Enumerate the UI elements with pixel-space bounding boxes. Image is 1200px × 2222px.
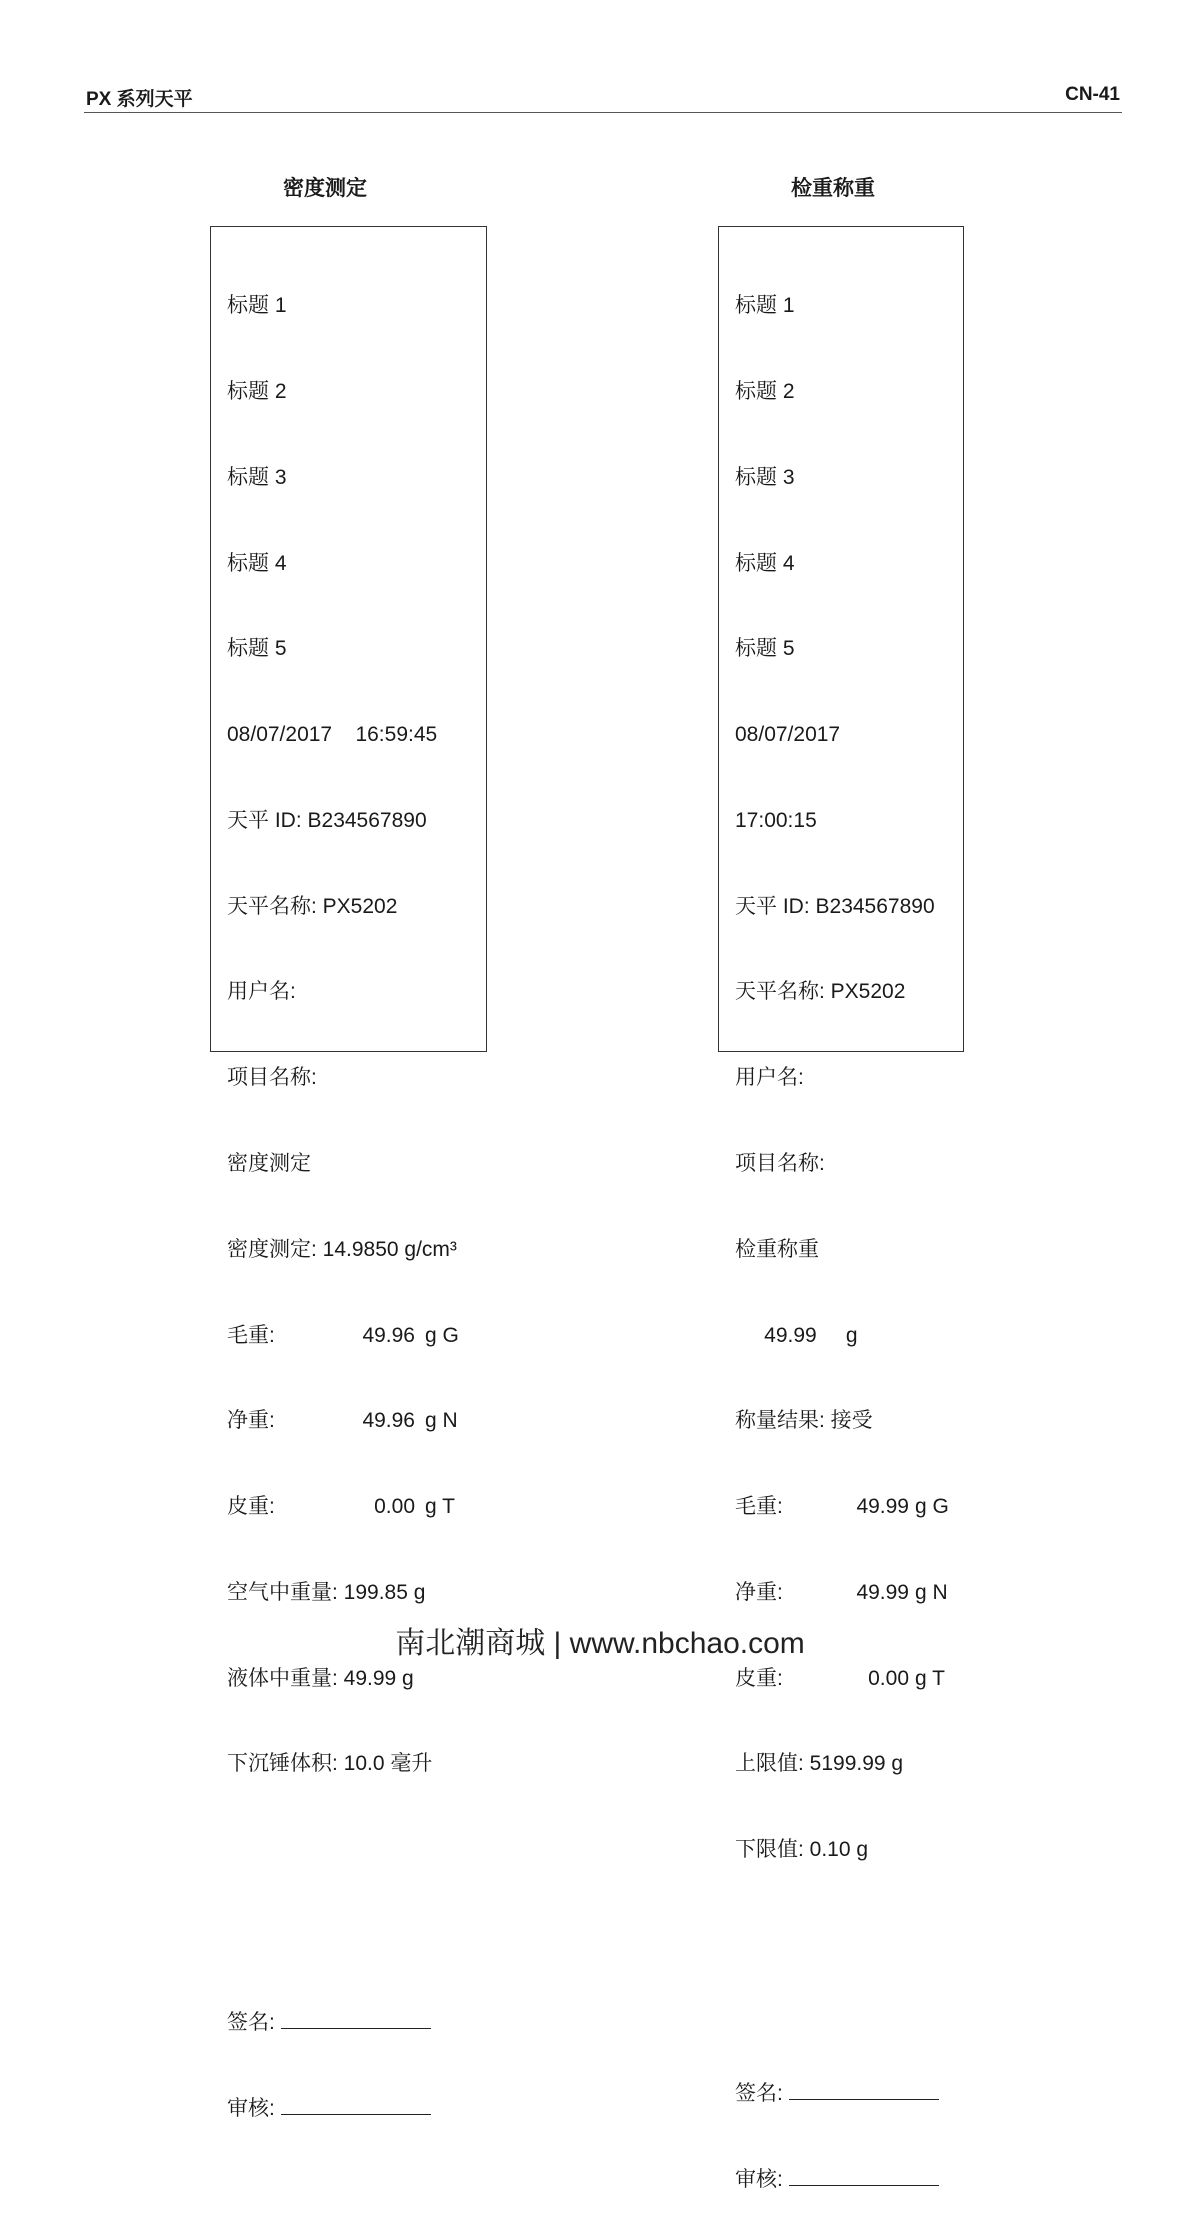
receipt-line: 标题 1: [227, 294, 287, 318]
receipt-line: 标题 1: [735, 294, 795, 318]
site-watermark: 南北潮商城 | www.nbchao.com: [395, 1627, 805, 1660]
weight-label: 净重:: [735, 1580, 783, 1604]
receipt-mode: 密度测定: [227, 1152, 311, 1175]
checkweigh-receipt: [718, 226, 964, 2191]
receipt-project-name: 项目名称:: [735, 1152, 825, 1175]
receipt-weighing-result: 称量结果: 接受: [735, 1409, 873, 1433]
page-header: [84, 80, 1122, 113]
receipt-user-name: 用户名:: [735, 1066, 804, 1090]
density-receipt: [210, 226, 487, 2121]
tare-weight-row: [227, 1493, 486, 1522]
receipt-balance-id: 天平 ID: B234567890: [735, 894, 935, 918]
weight-value: 49.99: [856, 1580, 909, 1604]
net-weight-row: [227, 1407, 486, 1436]
receipt-checkweigh-value: 49.99 g: [735, 1323, 858, 1347]
receipt-sinker-volume: 下沉锤体积: 10.0 毫升: [227, 1752, 433, 1776]
weight-unit: g N: [915, 1580, 948, 1604]
receipt-weight-in-liquid: 液体中重量: 49.99 g: [227, 1666, 414, 1690]
weight-unit: g T: [425, 1495, 455, 1519]
density-title: 密度测定: [283, 177, 367, 200]
signature-label: 签名:: [227, 2011, 275, 2035]
review-row: [227, 2094, 486, 2123]
tare-weight-row: [735, 1665, 963, 1694]
review-label: 审核:: [227, 2097, 275, 2121]
receipt-time: 17:00:15: [735, 808, 817, 832]
weight-unit: g T: [915, 1666, 945, 1690]
review-label: 审核:: [735, 2168, 783, 2191]
receipt-project-name: 项目名称:: [227, 1066, 317, 1090]
receipt-line: 标题 4: [227, 551, 287, 575]
receipt-line: 标题 5: [735, 637, 795, 661]
weight-value: 0.00: [868, 1666, 909, 1690]
weight-unit: g G: [425, 1323, 459, 1347]
receipt-line: 标题 5: [227, 637, 287, 661]
receipt-balance-id: 天平 ID: B234567890: [227, 808, 427, 832]
receipt-line: 标题 2: [735, 379, 795, 403]
receipt-upper-limit: 上限值: 5199.99 g: [735, 1752, 904, 1776]
receipt-datetime: 08/07/2017 16:59:45: [227, 723, 438, 747]
page-number: CN-41: [1065, 84, 1120, 105]
manual-title: PX 系列天平: [86, 89, 193, 110]
weight-label: 净重:: [227, 1409, 275, 1433]
receipt-weight-in-air: 空气中重量: 199.85 g: [227, 1580, 426, 1604]
signature-row: [227, 2008, 486, 2037]
receipt-lower-limit: 下限值: 0.10 g: [735, 1838, 869, 1862]
weight-value: 0.00: [374, 1495, 415, 1519]
weight-label: 皮重:: [227, 1495, 275, 1519]
weight-unit: g G: [915, 1495, 949, 1519]
weight-value: 49.99: [856, 1495, 909, 1519]
receipt-balance-name: 天平名称: PX5202: [227, 894, 398, 918]
review-line: [789, 2165, 939, 2186]
gross-weight-row: [227, 1322, 486, 1351]
review-row: [735, 2165, 963, 2194]
receipt-user-name: 用户名:: [227, 980, 296, 1004]
gross-weight-row: [735, 1493, 963, 1522]
signature-label: 签名:: [735, 2082, 783, 2106]
weight-unit: g N: [425, 1409, 458, 1433]
weight-label: 皮重:: [735, 1666, 783, 1690]
receipt-balance-name: 天平名称: PX5202: [735, 980, 906, 1004]
signature-line: [281, 2008, 431, 2029]
receipt-density-result: 密度测定: 14.9850 g/cm³: [227, 1237, 457, 1261]
weight-value: 49.96: [362, 1323, 415, 1347]
review-line: [281, 2094, 431, 2115]
receipt-line: 标题 3: [227, 465, 287, 489]
weight-label: 毛重:: [735, 1495, 783, 1519]
weight-label: 毛重:: [227, 1323, 275, 1347]
receipt-mode: 检重称重: [735, 1237, 819, 1261]
signature-row: [735, 2079, 963, 2108]
receipt-line: 标题 4: [735, 551, 795, 575]
receipt-date: 08/07/2017: [735, 723, 841, 747]
signature-line: [789, 2079, 939, 2100]
receipt-line: 标题 3: [735, 465, 795, 489]
weight-value: 49.96: [362, 1409, 415, 1433]
checkweigh-title: 检重称重: [791, 177, 875, 200]
net-weight-row: [735, 1579, 963, 1608]
receipt-line: 标题 2: [227, 379, 287, 403]
